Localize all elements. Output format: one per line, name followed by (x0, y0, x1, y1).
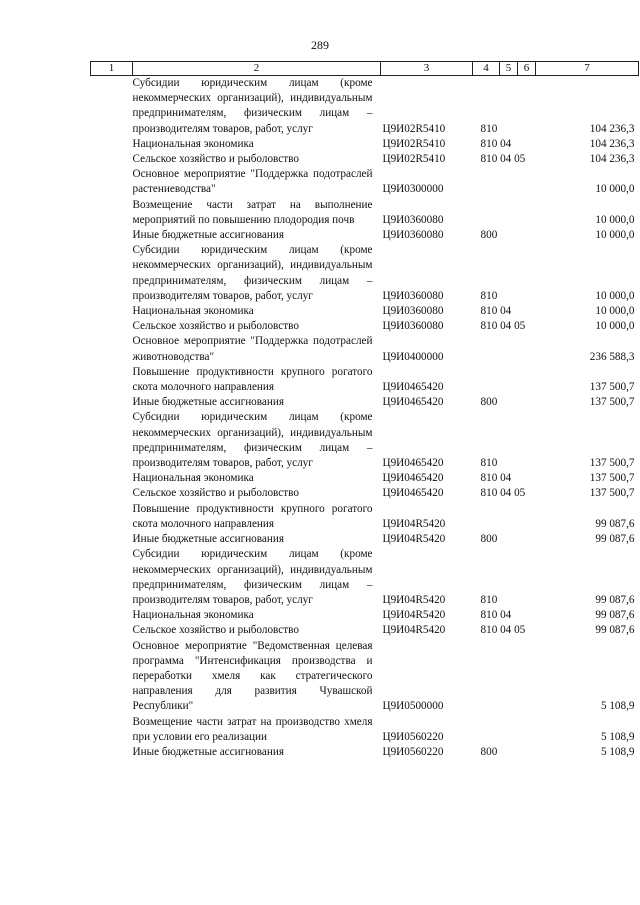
row-group: 810 (480, 122, 498, 135)
column-number-header: 4 (473, 62, 500, 76)
row-code: Ц9И0300000 (382, 183, 444, 196)
row-name: Сельское хозяйство и рыболовство (132, 487, 299, 500)
table-row (91, 76, 639, 137)
row-code: Ц9И0560220 (382, 730, 444, 743)
table-row (91, 319, 639, 334)
row-group (473, 198, 536, 228)
table-row (91, 167, 639, 197)
row-group: 800 (480, 533, 498, 546)
table-row (91, 715, 639, 745)
blank-cell (91, 76, 133, 137)
blank-cell (91, 198, 133, 228)
row-name: Сельское хозяйство и рыболовство (132, 624, 299, 637)
blank-cell (91, 243, 133, 304)
blank-cell (91, 137, 133, 152)
row-amount: 104 236,3 (589, 137, 635, 150)
row-name: Повышение продуктивности крупного рогатого скота молочного направления (132, 365, 373, 394)
table-row (91, 198, 639, 228)
page-number: 289 (311, 38, 329, 52)
row-name: Национальная экономика (132, 305, 254, 318)
row-code: Ц9И0465420 (382, 381, 444, 394)
table-row (91, 152, 639, 167)
table-row (91, 304, 639, 319)
row-name: Повышение продуктивности крупного рогатого скота молочного направления (132, 502, 373, 530)
table-row (91, 486, 639, 501)
row-amount: 236 588,3 (589, 350, 635, 363)
table-row (91, 745, 639, 760)
row-code: Ц9И0465420 (382, 457, 444, 470)
row-name: Субсидии юридическим лицам (кроме некоммерческих организаций), индивидуальным предпринимателям, физическим лицам – производителям товаров, работ, услуг (132, 244, 373, 302)
table-row (91, 228, 639, 243)
row-code: Ц9И04R5420 (382, 593, 446, 606)
row-group (473, 334, 536, 364)
row-name: Возмещение части затрат на выполнение мероприятий по повышению плодородия почв (132, 198, 373, 226)
table-body (91, 76, 639, 761)
row-code: Ц9И0465420 (382, 487, 444, 500)
row-group: 810 (480, 457, 498, 470)
table-row (91, 639, 639, 715)
row-amount: 10 000,0 (595, 229, 635, 242)
column-number-header: 5 (500, 62, 518, 76)
row-code: Ц9И0400000 (382, 350, 444, 363)
blank-cell (91, 547, 133, 608)
row-group (473, 365, 536, 395)
row-code: Ц9И04R5420 (382, 517, 446, 530)
table-row (91, 365, 639, 395)
row-code: Ц9И04R5420 (382, 533, 446, 546)
row-code: Ц9И0465420 (382, 472, 444, 485)
row-name: Субсидии юридическим лицам (кроме некоммерческих организаций), индивидуальным предпринимателям, физическим лицам – производителям товаров, работ, услуг (132, 411, 373, 470)
row-group (473, 639, 536, 715)
row-name: Субсидии юридическим лицам (кроме некоммерческих организаций), индивидуальным предпринимателям, физическим лицам – производителям товаров, работ, услуг (132, 77, 373, 135)
column-number-row (91, 62, 639, 76)
row-amount: 99 087,6 (595, 609, 635, 622)
table-row (91, 532, 639, 547)
row-group: 810 04 (480, 472, 512, 485)
row-name: Национальная экономика (132, 137, 254, 150)
blank-cell (91, 623, 133, 638)
table-row (91, 471, 639, 486)
row-group: 800 (480, 396, 498, 409)
blank-cell (91, 228, 133, 243)
blank-cell (91, 152, 133, 167)
row-name: Иные бюджетные ассигнования (132, 396, 284, 409)
blank-cell (91, 486, 133, 501)
table-row (91, 608, 639, 623)
budget-table (90, 61, 639, 760)
row-group (473, 167, 536, 197)
blank-cell (91, 639, 133, 715)
row-group: 810 04 05 (480, 487, 526, 500)
row-code: Ц9И0360080 (382, 213, 444, 226)
blank-cell (91, 745, 133, 760)
table-row (91, 395, 639, 410)
table-row (91, 137, 639, 152)
row-amount: 137 500,7 (589, 457, 635, 470)
row-code: Ц9И0560220 (382, 745, 444, 758)
row-name: Основное мероприятие "Ведомственная целевая программа "Интенсификация производства и переработки хмеля как стратегического направления для развития Чувашской Республики" (132, 639, 373, 713)
column-number-header: 7 (536, 62, 639, 76)
row-name: Национальная экономика (132, 609, 254, 622)
row-name: Сельское хозяйство и рыболовство (132, 320, 299, 333)
row-name: Возмещение части затрат на производство хмеля при условии его реализации (132, 715, 373, 743)
row-amount: 137 500,7 (589, 487, 635, 500)
blank-cell (91, 410, 133, 471)
row-group: 810 04 (480, 609, 512, 622)
blank-cell (91, 715, 133, 745)
blank-cell (91, 502, 133, 532)
row-group: 800 (480, 229, 498, 242)
row-code: Ц9И02R5410 (382, 122, 446, 135)
row-group: 810 04 (480, 137, 512, 150)
row-name: Иные бюджетные ассигнования (132, 745, 284, 758)
row-amount: 5 108,9 (600, 745, 635, 758)
row-amount: 5 108,9 (600, 730, 635, 743)
blank-cell (91, 334, 133, 364)
row-name: Субсидии юридическим лицам (кроме некоммерческих организаций), индивидуальным предпринимателям, физическим лицам – производителям товаров, работ, услуг (132, 548, 373, 606)
row-amount: 10 000,0 (595, 213, 635, 226)
blank-cell (91, 304, 133, 319)
row-group: 810 04 05 (480, 320, 526, 333)
row-code: Ц9И0360080 (382, 305, 444, 318)
blank-cell (91, 319, 133, 334)
row-group (473, 715, 536, 745)
row-code: Ц9И02R5410 (382, 153, 446, 166)
blank-cell (91, 167, 133, 197)
table-row (91, 623, 639, 638)
row-name: Основное мероприятие "Поддержка подотраслей животноводства" (132, 335, 373, 363)
row-group: 810 04 05 (480, 153, 526, 166)
row-amount: 137 500,7 (589, 396, 635, 409)
table-row (91, 502, 639, 532)
row-name: Основное мероприятие "Поддержка подотраслей растениеводства" (132, 168, 373, 196)
row-amount: 99 087,6 (595, 624, 635, 637)
row-group (473, 502, 536, 532)
row-name: Иные бюджетные ассигнования (132, 533, 284, 546)
row-amount: 10 000,0 (595, 320, 635, 333)
table-row (91, 410, 639, 471)
row-code: Ц9И0465420 (382, 396, 444, 409)
row-code: Ц9И04R5420 (382, 624, 446, 637)
row-name: Национальная экономика (132, 472, 254, 485)
row-amount: 10 000,0 (595, 305, 635, 318)
row-amount: 137 500,7 (589, 472, 635, 485)
column-number-header: 1 (91, 62, 133, 76)
row-code: Ц9И0500000 (382, 700, 444, 713)
column-number-header: 6 (518, 62, 536, 76)
row-name: Иные бюджетные ассигнования (132, 229, 284, 242)
row-group: 810 04 (480, 305, 512, 318)
row-group: 810 04 05 (480, 624, 526, 637)
row-amount: 99 087,6 (595, 593, 635, 606)
blank-cell (91, 395, 133, 410)
row-name: Сельское хозяйство и рыболовство (132, 153, 299, 166)
row-group: 800 (480, 745, 498, 758)
row-group: 810 (480, 593, 498, 606)
row-code: Ц9И04R5420 (382, 609, 446, 622)
row-code: Ц9И0360080 (382, 229, 444, 242)
blank-cell (91, 532, 133, 547)
table-row (91, 547, 639, 608)
blank-cell (91, 471, 133, 486)
row-amount: 5 108,9 (600, 700, 635, 713)
row-group: 810 (480, 289, 498, 302)
row-amount: 99 087,6 (595, 533, 635, 546)
table-row (91, 243, 639, 304)
row-amount: 104 236,3 (589, 122, 635, 135)
row-amount: 10 000,0 (595, 183, 635, 196)
row-amount: 104 236,3 (589, 153, 635, 166)
row-code: Ц9И0360080 (382, 320, 444, 333)
blank-cell (91, 608, 133, 623)
column-number-header: 2 (133, 62, 381, 76)
row-code: Ц9И0360080 (382, 289, 444, 302)
blank-cell (91, 365, 133, 395)
column-number-header: 3 (381, 62, 473, 76)
table-row (91, 334, 639, 364)
row-amount: 137 500,7 (589, 381, 635, 394)
row-amount: 99 087,6 (595, 517, 635, 530)
row-code: Ц9И02R5410 (382, 137, 446, 150)
row-amount: 10 000,0 (595, 289, 635, 302)
